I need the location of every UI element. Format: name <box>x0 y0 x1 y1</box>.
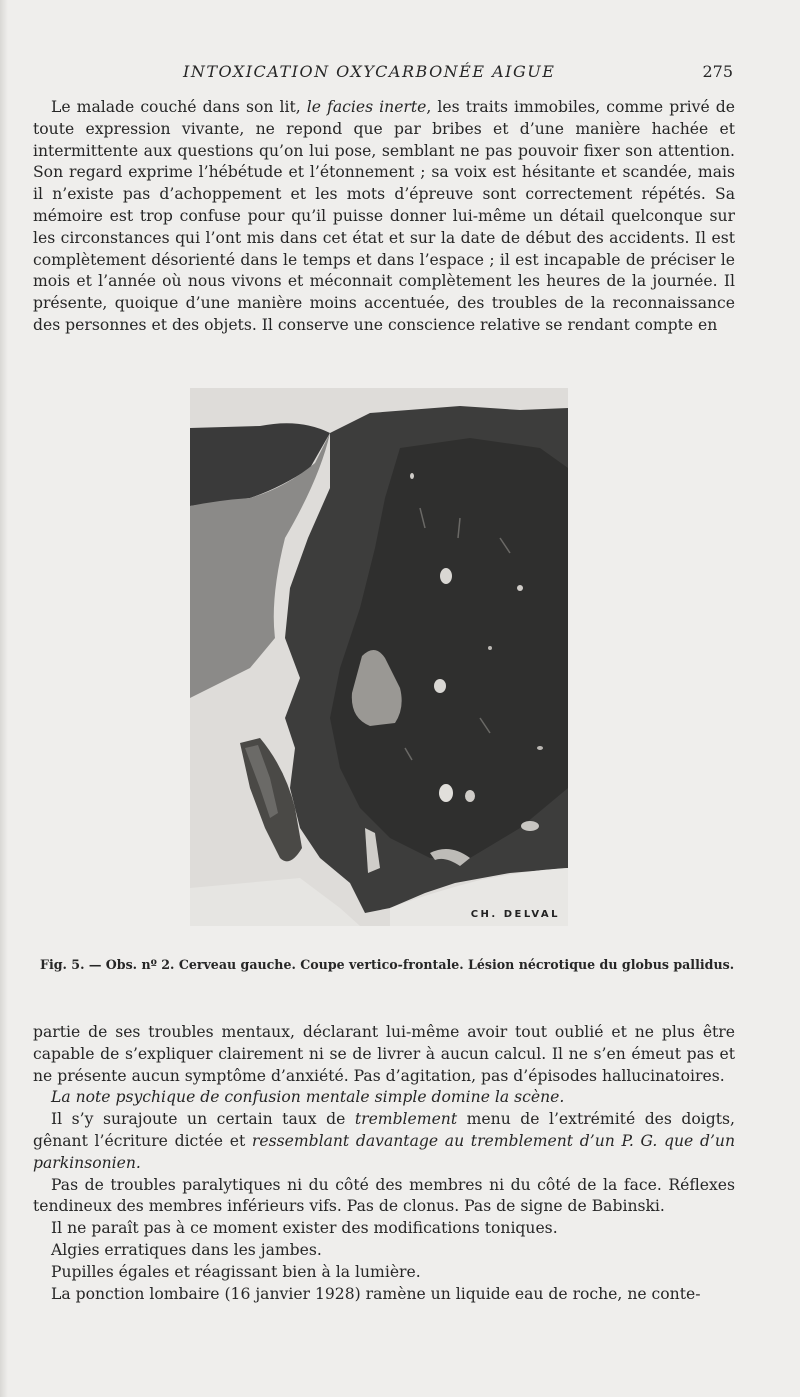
paragraph-pupils: Pupilles égales et réagissant bien à la lumière. <box>51 1262 421 1281</box>
running-head <box>0 62 800 84</box>
tremor-italic-1: tremblement <box>354 1110 458 1129</box>
paragraph-tremor <box>33 1109 735 1174</box>
paragraph-algies: Algies erratiques dans les jambes. <box>51 1240 322 1259</box>
paragraph-tonic: Il ne paraît pas à ce moment exister des modifications toniques. <box>51 1219 558 1238</box>
paragraph-lead-italic: le facies inerte <box>306 98 427 116</box>
paragraph-clinical-state <box>33 97 735 337</box>
page-number: 275 <box>702 62 733 81</box>
psychic-note-italic: La note psychique de confusion mentale simple domine la scène. <box>51 1088 565 1107</box>
running-title: INTOXICATION OXYCARBONÉE AIGUE <box>183 62 556 81</box>
paragraph-lead: Le malade couché dans son lit, <box>51 98 307 116</box>
paragraph-paralysis: Pas de troubles paralytiques ni du côté des membres ni du côté de la face. Réflexes tendineux des membres inférieurs vifs. Pas de clonus. Pas de signe de Babinski. <box>33 1175 735 1216</box>
tremor-mid: menu de l’extrémité des doigts, gênant l’écriture dictée et <box>33 1110 735 1150</box>
top-paragraph <box>33 97 735 337</box>
paragraph-rest: , les traits immobiles, comme privé de toute expression vivante, ne repond que par bribes et d’une manière hachée et intermittente aux questions qu’on lui pose, semblant ne pas pouvoir fixer son attention. Son regard exprime l’hébétude et l’étonnement ; sa voix est hésitante et scandée, mais il n’existe pas d’achoppement et les mots d’épreuve sont correctement répétés. Sa mémoire est trop confuse pour qu’il puisse donner lui-même un détail quelconque sur les circonstances qui l’ont mis dans cet état et sur la date de début des accidents. Il est complètement désorienté dans le temps et dans l’espace ; il est incapable de préciser le mois et l’année où nous vivons et méconnait complètement les heures de la journée. Il présente, quoique d’une manière moins accentuée, des troubles de la reconnaissance des personnes et des objets. Il conserve une conscience relative se rendant compte en <box>33 98 735 334</box>
tremor-italic-2: ressemblant davantage au tremblement d’un P. G. que d’un parkinsonien. <box>33 1131 735 1172</box>
page-edge <box>0 0 8 1397</box>
brain-section-photograph <box>190 388 568 926</box>
tremor-lead: Il s’y surajoute un certain taux de <box>51 1110 355 1129</box>
brain-section-image <box>190 388 568 926</box>
photo-credit: CH. DELVAL <box>470 909 560 920</box>
paragraph-psychic-note <box>33 1087 735 1109</box>
figure-caption: Fig. 5. — Obs. nº 2. Cerveau gauche. Coupe vertico-frontale. Lésion nécrotique du globus pallidus. <box>40 957 735 972</box>
bottom-paragraphs <box>33 1022 735 1305</box>
paragraph-lumbar-puncture: La ponction lombaire (16 janvier 1928) ramène un liquide eau de roche, ne conte- <box>51 1284 701 1303</box>
paragraph-mental-troubles: partie de ses troubles mentaux, déclarant lui-même avoir tout oublié et ne plus être capable de s’expliquer clairement ni se de livrer à aucun calcul. Il ne s’en émeut pas et ne présente aucun symptôme d’anxiété. Pas d’agitation, pas d’épisodes hallucinatoires. <box>33 1023 735 1085</box>
